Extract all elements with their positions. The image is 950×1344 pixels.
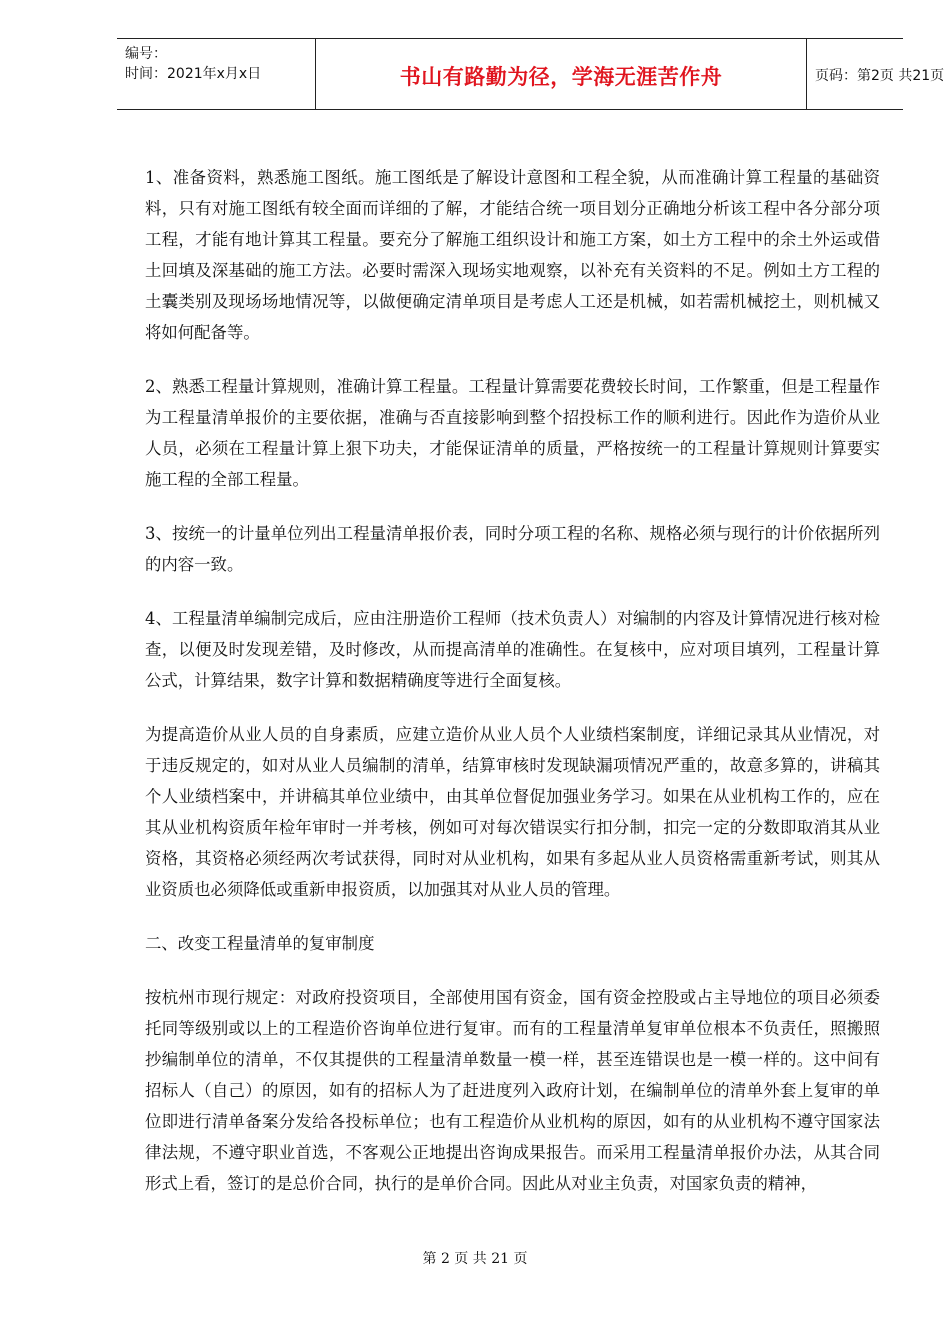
header-page-cell (807, 39, 945, 109)
document-time-label: 时间：2021年x月x日 (125, 66, 262, 82)
header-motto-cell (315, 39, 807, 109)
document-body (145, 162, 880, 1222)
page-footer: 第 2 页 共 21 页 (422, 1251, 528, 1267)
document-number-label: 编号： (125, 46, 167, 62)
paragraph-3: 3、按统一的计量单位列出工程量清单报价表，同时分项工程的名称、规格必须与现行的计价依据所列的内容一致。 (145, 524, 880, 574)
paragraph-4: 4、工程量清单编制完成后，应由注册造价工程师（技术负责人）对编制的内容及计算情况进行核对检查，以便及时发现差错，及时修改，从而提高清单的准确性。在复核中，应对项目填列，工程量计算公式，计算结果，数字计算和数据精确度等进行全面复核。 (145, 609, 880, 690)
page-header (117, 38, 945, 110)
paragraph-2: 2、熟悉工程量计算规则，准确计算工程量。工程量计算需要花费较长时间，工作繁重，但是工程量作为工程量清单报价的主要依据，准确与否直接影响到整个招投标工作的顺利进行。因此作为造价从业人员，必须在工程量计算上狠下功夫，才能保证清单的质量，严格按统一的工程量计算规则计算要实施工程的全部工程量。 (145, 377, 880, 489)
paragraph-5: 为提高造价从业人员的自身素质，应建立造价从业人员个人业绩档案制度，详细记录其从业情况，对于违反规定的，如对从业人员编制的清单，结算审核时发现缺漏项情况严重的，故意多算的，讲稿其个人业绩档案中，并讲稿其单位业绩中，由其单位督促加强业务学习。如果在从业机构工作的，应在其从业机构资质年检年审时一并考核，例如可对每次错误实行扣分制，扣完一定的分数即取消其从业资格，其资格必须经两次考试获得，同时对从业机构，如果有多起从业人员资格需重新考试，则其从业资质也必须降低或重新申报资质，以加强其对从业人员的管理。 (145, 725, 880, 899)
paragraph-1: 1、准备资料，熟悉施工图纸。施工图纸是了解设计意图和工程全貌，从而准确计算工程量的基础资料，只有对施工图纸有较全面而详细的了解，才能结合统一项目划分正确地分析该工程中各分部分项工程，才能有地计算其工程量。要充分了解施工组织设计和施工方案，如土方工程中的余土外运或借土回填及深基础的施工方法。必要时需深入现场实地观察，以补充有关资料的不足。例如土方工程的土囊类别及现场场地情况等，以做便确定清单项目是考虑人工还是机械，如若需机械挖土，则机械又将如何配备等。 (145, 168, 880, 342)
section-heading: 二、改变工程量清单的复审制度 (145, 934, 375, 953)
header-page-code: 页码：第2页 共21页 (815, 68, 945, 84)
header-motto: 书山有路勤为径，学海无涯苦作舟 (399, 65, 723, 89)
header-meta-cell (117, 39, 315, 109)
paragraph-7: 按杭州市现行规定：对政府投资项目，全部使用国有资金，国有资金控股或占主导地位的项目必须委托同等级别或以上的工程造价咨询单位进行复审。而有的工程量清单复审单位根本不负责任，照搬照抄编制单位的清单，不仅其提供的工程量清单数量一模一样，甚至连错误也是一模一样的。这中间有招标人（自己）的原因，如有的招标人为了赶进度列入政府计划，在编制单位的清单外套上复审的单位即进行清单备案分发给各投标单位；也有工程造价从业机构的原因，如有的从业机构不遵守国家法律法规，不遵守职业首选，不客观公正地提出咨询成果报告。而采用工程量清单报价办法，从其合同形式上看，签订的是总价合同，执行的是单价合同。因此从对业主负责，对国家负责的精神， (145, 988, 880, 1193)
